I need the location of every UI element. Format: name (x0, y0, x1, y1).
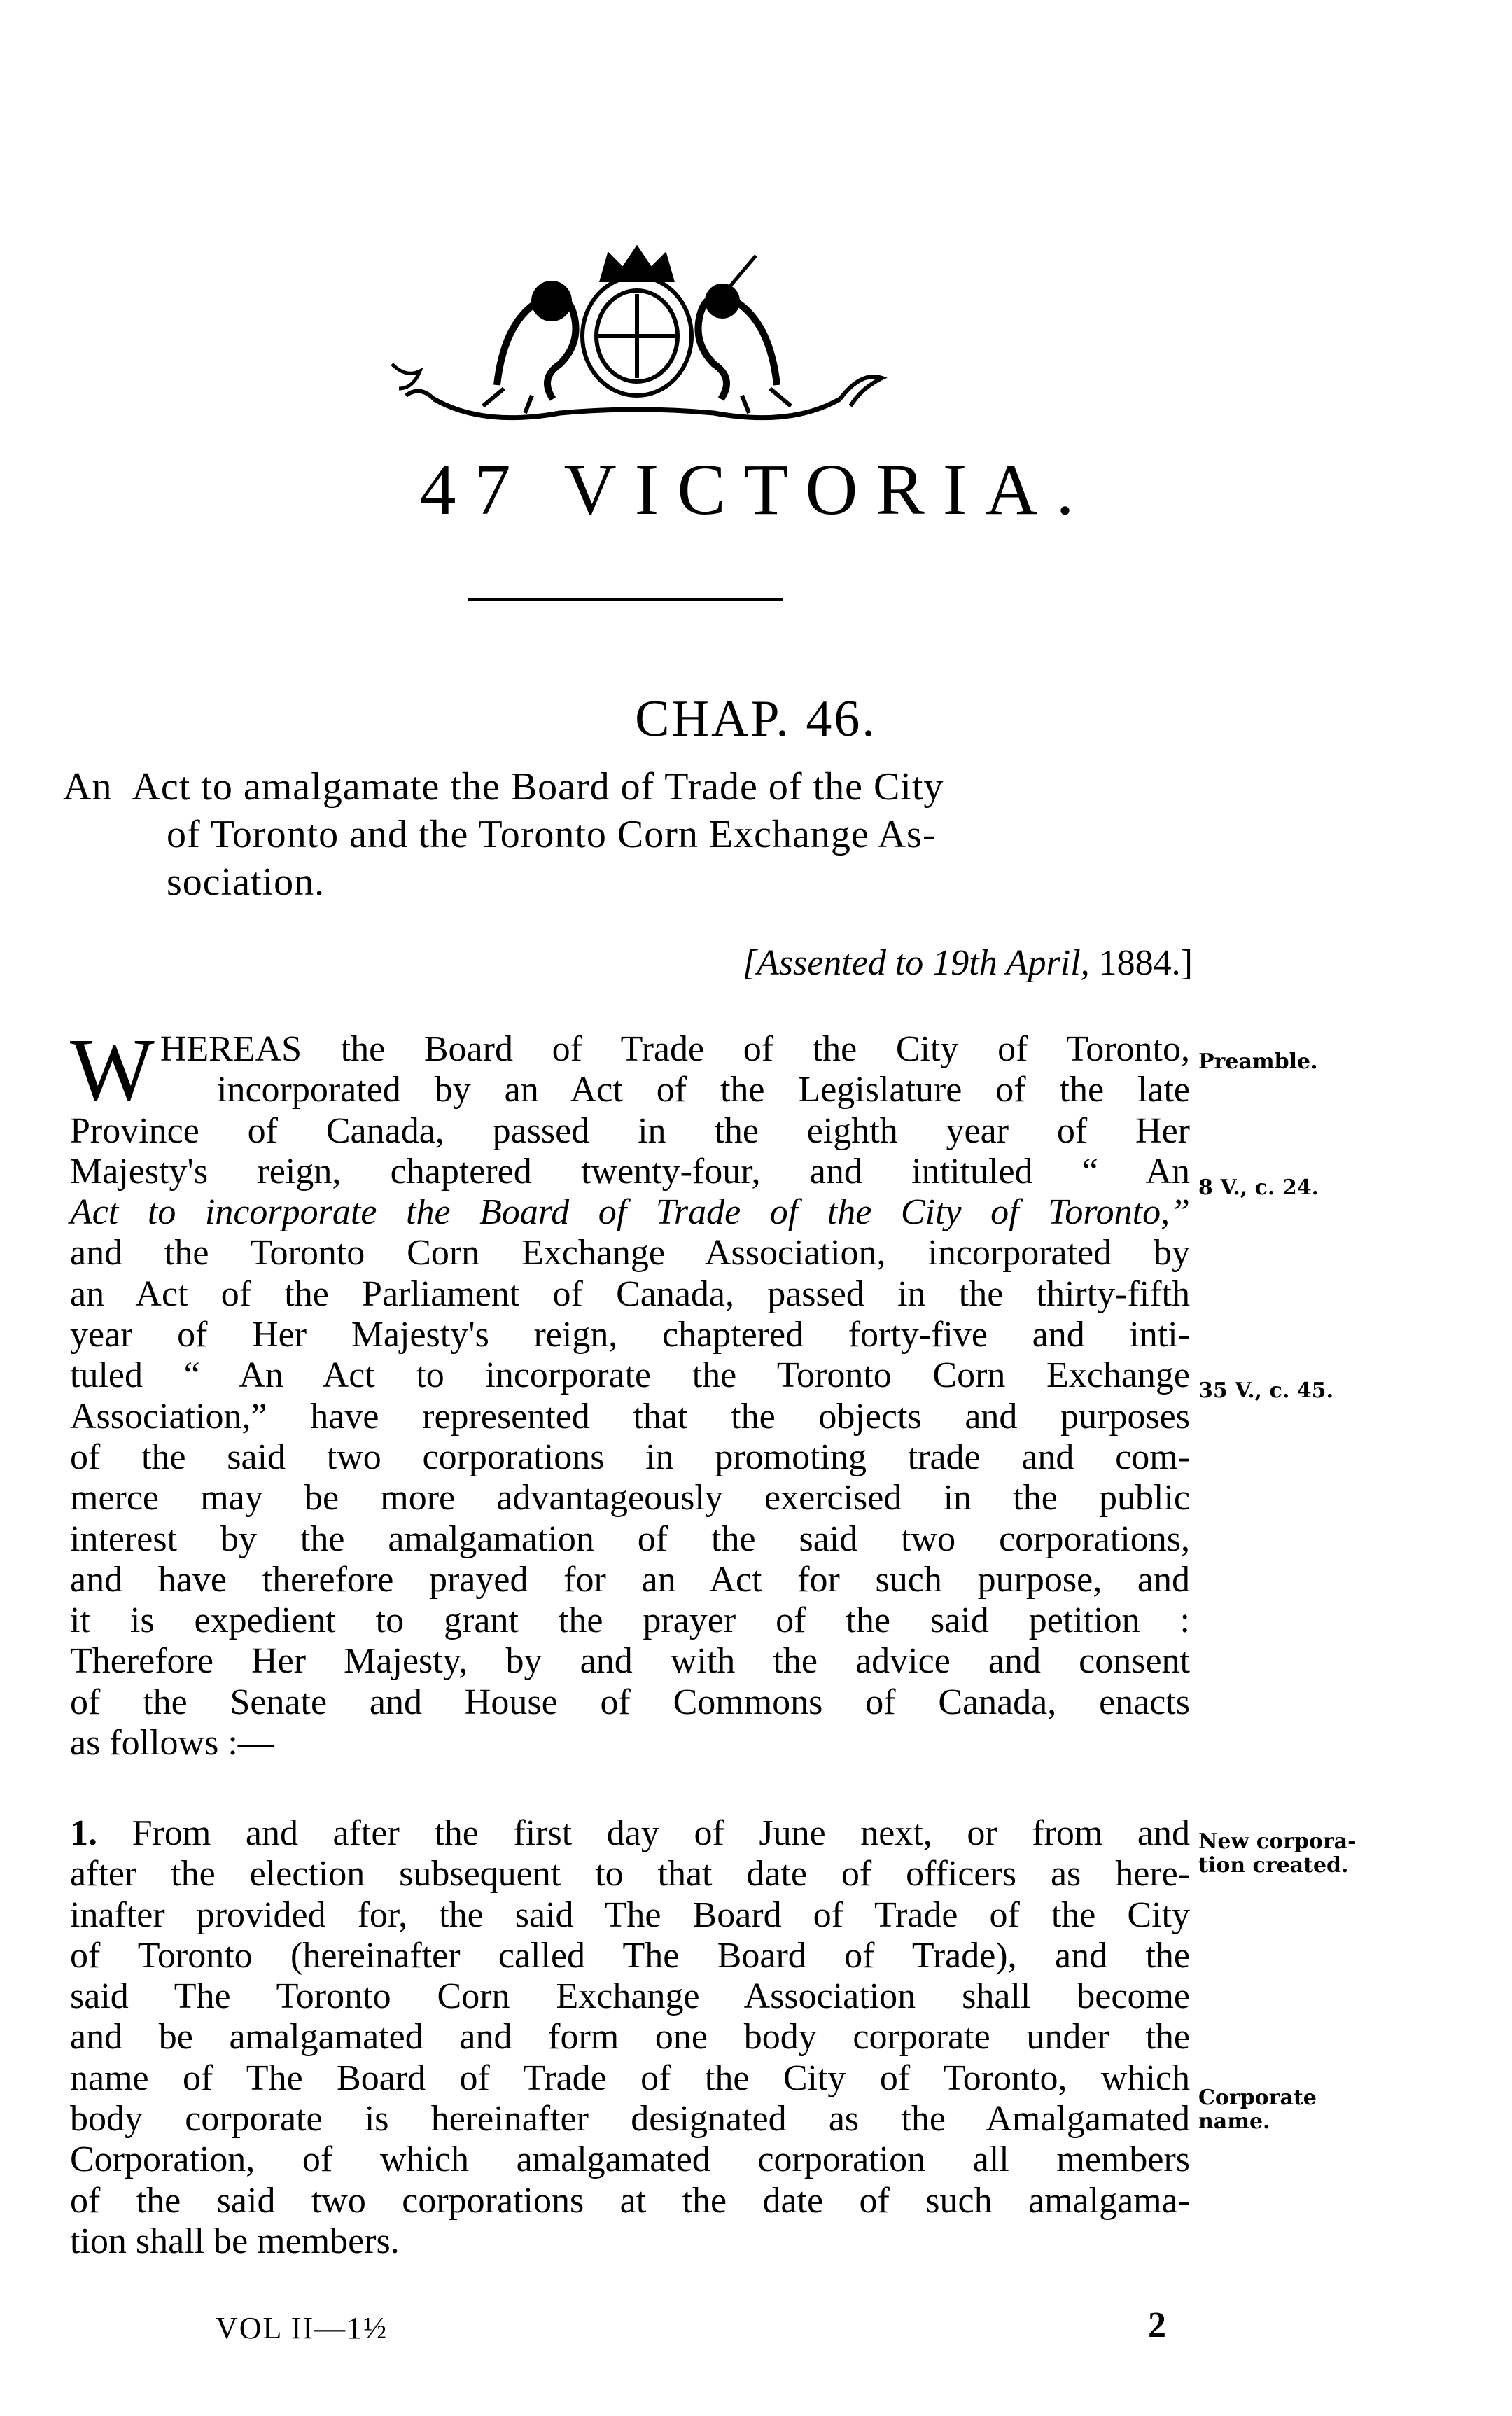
margin-note-corporate-name: Corporate name. (1198, 2086, 1317, 2134)
text-line: of the said two corporations in promoting trade and com- (70, 1437, 1190, 1477)
act-title-line: of Toronto and the Toronto Corn Exchange As- (167, 813, 937, 856)
text-line: and have therefore prayed for an Act for such purpose, and (70, 1559, 1190, 1600)
text-line: of the Senate and House of Commons of Canada, enacts (70, 1682, 1190, 1722)
act-title (63, 763, 1197, 906)
text-line: Association,” have represented that the objects and purposes (70, 1396, 1190, 1437)
text-line: it is expedient to grant the prayer of the said petition : (70, 1600, 1190, 1641)
assent-year: 1884.] (1098, 943, 1193, 983)
text-line: after the election subsequent to that date of officers as here- (70, 1854, 1190, 1894)
text-line: merce may be more advantageously exercised in the public (70, 1478, 1190, 1518)
margin-note-new-corporation: New corpora- tion created. (1198, 1829, 1357, 1878)
coat-of-arms-icon (329, 238, 945, 427)
text-line: tuled “ An Act to incorporate the Toronto Corn Exchange (70, 1355, 1190, 1396)
act-title-line: An Act to amalgamate the Board of Trade of the City (63, 765, 944, 809)
preamble-paragraph (70, 1020, 1190, 1764)
margin-note-35v-c45: 35 V., c. 45. (1198, 1378, 1334, 1403)
margin-note-8v-c24: 8 V., c. 24. (1198, 1175, 1320, 1200)
text-line: of the said two corporations at the date of such amalgama- (70, 2180, 1190, 2221)
text-line: Act to incorporate the Board of Trade of the City of Toronto,” (70, 1192, 1190, 1233)
text-line: as follows :— (70, 1723, 274, 1764)
text-line: year of Her Majesty's reign, chaptered forty-five and inti- (70, 1315, 1190, 1355)
royal-coat-of-arms (329, 238, 945, 427)
text-line: an Act of the Parliament of Canada, passed in the thirty-fifth (70, 1273, 1190, 1314)
drop-cap: W (70, 1020, 155, 1119)
text-line: said The Toronto Corn Exchange Association shall become (70, 1976, 1190, 2017)
title-divider (468, 598, 783, 601)
page-title: 47 VICTORIA. (419, 449, 1093, 530)
text-line: inafter provided for, the said The Board of Trade of the City (70, 1894, 1190, 1935)
text-line: of Toronto (hereinafter called The Board of Trade), and the (70, 1935, 1190, 1976)
text-line: Therefore Her Majesty, by and with the advice and consent (70, 1641, 1190, 1682)
text-line: name of The Board of Trade of the City of Toronto, which (70, 2058, 1190, 2098)
text-line: Majesty's reign, chaptered twenty-four, and intituled “ An (70, 1151, 1190, 1192)
assent-line (0, 942, 1193, 984)
section-1-paragraph (70, 1813, 1190, 2262)
section-number: 1. (70, 1813, 97, 1853)
assent-prefix: [Assented to (742, 943, 924, 983)
text-line: tion shall be members. (70, 2221, 400, 2261)
text-line: Province of Canada, passed in the eighth year of Her (70, 1110, 1190, 1151)
text-line: Corporation, of which amalgamated corporation all members (70, 2139, 1190, 2180)
page-number: 2 (1148, 2305, 1166, 2345)
act-title-line: sociation. (167, 860, 326, 904)
text-line: body corporate is hereinafter designated as the Amalgamated (70, 2099, 1190, 2139)
text-line: and the Toronto Corn Exchange Association, incorporated by (70, 1233, 1190, 1273)
text-line: interest by the amalgamation of the said two corporations, (70, 1518, 1190, 1559)
act-title-an: An (63, 765, 113, 809)
text-line: incorporated by an Act of the Legislature of the late (217, 1070, 1190, 1110)
text-line: 1. From and after the first day of June next, or from and (70, 1813, 1191, 1853)
text-line: and be amalgamated and form one body corporate under the (70, 2017, 1190, 2058)
volume-signature: VOL II—1½ (216, 2311, 388, 2345)
margin-note-preamble: Preamble. (1198, 1049, 1318, 1074)
chapter-heading: CHAP. 46. (635, 690, 877, 748)
text-line: HEREAS the Board of Trade of the City of Toronto, (160, 1029, 1190, 1069)
assent-date: 19th April, (932, 943, 1090, 983)
